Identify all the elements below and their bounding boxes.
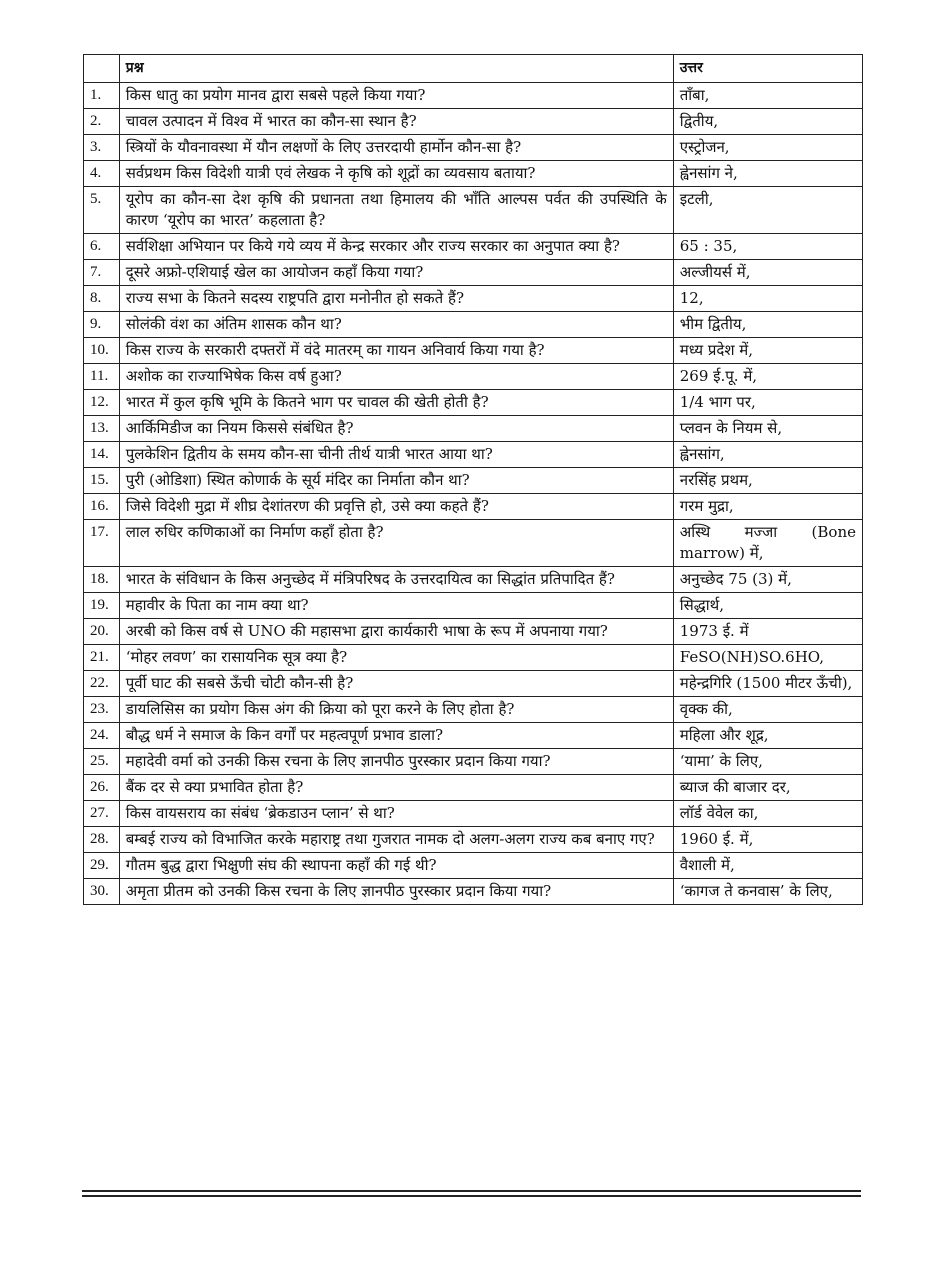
row-number: 20. — [84, 619, 120, 645]
table-row — [84, 260, 863, 286]
table-row — [84, 338, 863, 364]
row-number: 26. — [84, 775, 120, 801]
answer-cell: 1973 ई. में — [673, 619, 862, 645]
row-number: 9. — [84, 312, 120, 338]
footer-rule-top — [82, 1190, 861, 1192]
row-number: 23. — [84, 697, 120, 723]
answer-cell: अस्थि मज्जा (Bone marrow) में, — [673, 520, 862, 567]
row-number: 25. — [84, 749, 120, 775]
answer-cell: 269 ई.पू. में, — [673, 364, 862, 390]
answer-cell: ह्वेनसांग, — [673, 442, 862, 468]
answer-cell: 65 : 35, — [673, 234, 862, 260]
row-number: 11. — [84, 364, 120, 390]
row-number: 13. — [84, 416, 120, 442]
answer-cell: प्लवन के नियम से, — [673, 416, 862, 442]
answer-cell: ‘कागज ते कनवास’ के लिए, — [673, 879, 862, 905]
question-cell: पुरी (ओडिशा) स्थित कोणार्क के सूर्य मंदिर का निर्माता कौन था? — [119, 468, 673, 494]
header-number — [84, 55, 120, 83]
question-cell: ‘मोहर लवण’ का रासायनिक सूत्र क्या है? — [119, 645, 673, 671]
row-number: 22. — [84, 671, 120, 697]
question-cell: महावीर के पिता का नाम क्या था? — [119, 593, 673, 619]
row-number: 6. — [84, 234, 120, 260]
question-cell: किस राज्य के सरकारी दफ्तरों में वंदे मातरम् का गायन अनिवार्य किया गया है? — [119, 338, 673, 364]
question-cell: भारत में कुल कृषि भूमि के कितने भाग पर चावल की खेती होती है? — [119, 390, 673, 416]
question-cell: बैंक दर से क्या प्रभावित होता है? — [119, 775, 673, 801]
row-number: 19. — [84, 593, 120, 619]
table-row — [84, 645, 863, 671]
answer-cell: 1960 ई. में, — [673, 827, 862, 853]
table-row — [84, 161, 863, 187]
answer-cell: इटली, — [673, 187, 862, 234]
table-row — [84, 619, 863, 645]
row-number: 27. — [84, 801, 120, 827]
table-row — [84, 801, 863, 827]
answer-cell: भीम द्वितीय, — [673, 312, 862, 338]
table-row — [84, 364, 863, 390]
qa-table — [83, 54, 863, 905]
answer-cell: नरसिंह प्रथम, — [673, 468, 862, 494]
table-row — [84, 723, 863, 749]
question-cell: अशोक का राज्याभिषेक किस वर्ष हुआ? — [119, 364, 673, 390]
header-row — [84, 55, 863, 83]
question-cell: लाल रुधिर कणिकाओं का निर्माण कहाँ होता है? — [119, 520, 673, 567]
question-cell: किस वायसराय का संबंध ‘ब्रेकडाउन प्लान’ से था? — [119, 801, 673, 827]
answer-cell: एस्ट्रोजन, — [673, 135, 862, 161]
answer-cell: वैशाली में, — [673, 853, 862, 879]
answer-cell: वृक्क की, — [673, 697, 862, 723]
answer-cell: 12, — [673, 286, 862, 312]
answer-cell: FeSO(NH)SO.6HO, — [673, 645, 862, 671]
question-cell: सोलंकी वंश का अंतिम शासक कौन था? — [119, 312, 673, 338]
qa-table-body — [84, 83, 863, 905]
row-number: 29. — [84, 853, 120, 879]
footer-rule-bottom — [82, 1195, 861, 1197]
question-cell: सर्वप्रथम किस विदेशी यात्री एवं लेखक ने कृषि को शूद्रों का व्यवसाय बताया? — [119, 161, 673, 187]
answer-cell: अल्जीयर्स में, — [673, 260, 862, 286]
question-cell: सर्वशिक्षा अभियान पर किये गये व्यय में केन्द्र सरकार और राज्य सरकार का अनुपात क्या है? — [119, 234, 673, 260]
table-row — [84, 312, 863, 338]
row-number: 24. — [84, 723, 120, 749]
question-cell: आर्किमिडीज का नियम किससे संबंधित है? — [119, 416, 673, 442]
table-row — [84, 468, 863, 494]
row-number: 4. — [84, 161, 120, 187]
question-cell: पूर्वी घाट की सबसे ऊँची चोटी कौन-सी है? — [119, 671, 673, 697]
table-row — [84, 749, 863, 775]
answer-cell: सिद्धार्थ, — [673, 593, 862, 619]
table-row — [84, 390, 863, 416]
qa-table-header — [84, 55, 863, 83]
answer-cell: 1/4 भाग पर, — [673, 390, 862, 416]
header-question: प्रश्न — [119, 55, 673, 83]
table-row — [84, 286, 863, 312]
answer-cell: ताँबा, — [673, 83, 862, 109]
table-row — [84, 135, 863, 161]
answer-cell: अनुच्छेद 75 (3) में, — [673, 567, 862, 593]
table-row — [84, 671, 863, 697]
row-number: 16. — [84, 494, 120, 520]
question-cell: महादेवी वर्मा को उनकी किस रचना के लिए ज्ञानपीठ पुरस्कार प्रदान किया गया? — [119, 749, 673, 775]
answer-cell: द्वितीय, — [673, 109, 862, 135]
question-cell: अरबी को किस वर्ष से UNO की महासभा द्वारा कार्यकारी भाषा के रूप में अपनाया गया? — [119, 619, 673, 645]
table-row — [84, 827, 863, 853]
row-number: 30. — [84, 879, 120, 905]
answer-cell: गरम मुद्रा, — [673, 494, 862, 520]
table-row — [84, 775, 863, 801]
question-cell: गौतम बुद्ध द्वारा भिक्षुणी संघ की स्थापना कहाँ की गई थी? — [119, 853, 673, 879]
answer-cell: मध्य प्रदेश में, — [673, 338, 862, 364]
answer-cell: महिला और शूद्र, — [673, 723, 862, 749]
answer-cell: ब्याज की बाजार दर, — [673, 775, 862, 801]
row-number: 5. — [84, 187, 120, 234]
question-cell: भारत के संविधान के किस अनुच्छेद में मंत्रिपरिषद के उत्तरदायित्व का सिद्धांत प्रतिपादित हैं? — [119, 567, 673, 593]
table-row — [84, 567, 863, 593]
table-row — [84, 494, 863, 520]
question-cell: बौद्ध धर्म ने समाज के किन वर्गों पर महत्वपूर्ण प्रभाव डाला? — [119, 723, 673, 749]
table-row — [84, 109, 863, 135]
answer-cell: लॉर्ड वेवेल का, — [673, 801, 862, 827]
question-cell: बम्बई राज्य को विभाजित करके महाराष्ट्र तथा गुजरात नामक दो अलग-अलग राज्य कब बनाए गए? — [119, 827, 673, 853]
table-row — [84, 697, 863, 723]
question-cell: दूसरे अफ्रो-एशियाई खेल का आयोजन कहाँ किया गया? — [119, 260, 673, 286]
question-cell: राज्य सभा के कितने सदस्य राष्ट्रपति द्वारा मनोनीत हो सकते हैं? — [119, 286, 673, 312]
row-number: 8. — [84, 286, 120, 312]
answer-cell: महेन्द्रगिरि (1500 मीटर ऊँची), — [673, 671, 862, 697]
table-row — [84, 879, 863, 905]
row-number: 10. — [84, 338, 120, 364]
answer-cell: ह्वेनसांग ने, — [673, 161, 862, 187]
row-number: 3. — [84, 135, 120, 161]
row-number: 2. — [84, 109, 120, 135]
row-number: 7. — [84, 260, 120, 286]
table-row — [84, 520, 863, 567]
table-row — [84, 593, 863, 619]
question-cell: पुलकेशिन द्वितीय के समय कौन-सा चीनी तीर्थ यात्री भारत आया था? — [119, 442, 673, 468]
question-cell: किस धातु का प्रयोग मानव द्वारा सबसे पहले किया गया? — [119, 83, 673, 109]
question-cell: अमृता प्रीतम को उनकी किस रचना के लिए ज्ञानपीठ पुरस्कार प्रदान किया गया? — [119, 879, 673, 905]
row-number: 12. — [84, 390, 120, 416]
row-number: 1. — [84, 83, 120, 109]
table-row — [84, 187, 863, 234]
table-row — [84, 234, 863, 260]
row-number: 28. — [84, 827, 120, 853]
table-row — [84, 416, 863, 442]
table-row — [84, 442, 863, 468]
row-number: 17. — [84, 520, 120, 567]
question-cell: चावल उत्पादन में विश्व में भारत का कौन-सा स्थान है? — [119, 109, 673, 135]
row-number: 18. — [84, 567, 120, 593]
header-answer: उत्तर — [673, 55, 862, 83]
table-row — [84, 83, 863, 109]
question-cell: जिसे विदेशी मुद्रा में शीघ्र देशांतरण की प्रवृत्ति हो, उसे क्या कहते हैं? — [119, 494, 673, 520]
row-number: 21. — [84, 645, 120, 671]
question-cell: डायलिसिस का प्रयोग किस अंग की क्रिया को पूरा करने के लिए होता है? — [119, 697, 673, 723]
answer-cell: ‘यामा’ के लिए, — [673, 749, 862, 775]
table-row — [84, 853, 863, 879]
question-cell: यूरोप का कौन-सा देश कृषि की प्रधानता तथा हिमालय की भाँति आल्पस पर्वत की उपस्थिति के कारण ‘यूरोप का भारत’ कहलाता है? — [119, 187, 673, 234]
question-cell: स्त्रियों के यौवनावस्था में यौन लक्षणों के लिए उत्तरदायी हार्मोन कौन-सा है? — [119, 135, 673, 161]
row-number: 15. — [84, 468, 120, 494]
row-number: 14. — [84, 442, 120, 468]
